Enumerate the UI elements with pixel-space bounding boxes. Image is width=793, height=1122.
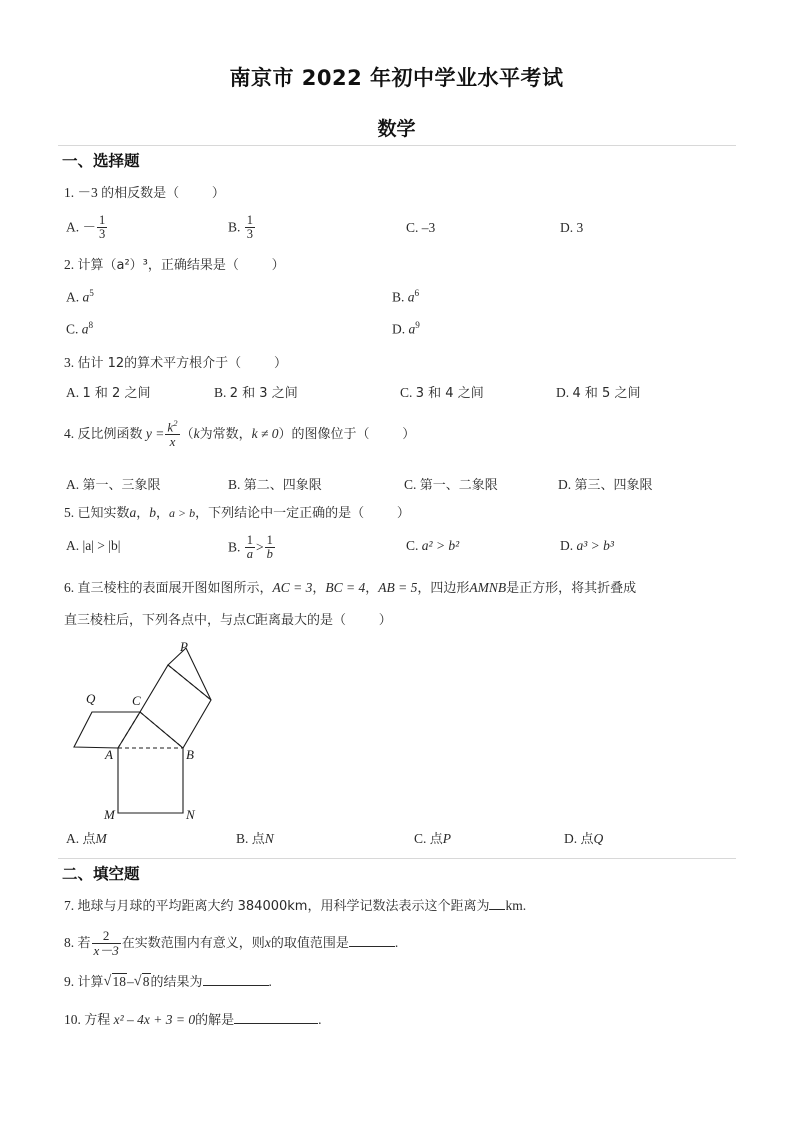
prism-net-svg [60, 635, 340, 830]
q4-option-d[interactable] [558, 474, 653, 493]
q9-period: . [268, 974, 272, 989]
q2-option-a-label: A. [66, 289, 80, 305]
q4-option-c-text: 第一、二象限 [419, 478, 498, 493]
question-6-stem-line1 [64, 578, 744, 599]
left-rectangle-qca [74, 712, 140, 748]
q1-option-a-sign: － [82, 219, 96, 235]
q5-option-b-relation: > [256, 539, 264, 555]
q6-length-bc: BC = 4 [325, 580, 366, 595]
q5-var-b: b [149, 505, 157, 520]
q6-option-b-point: N [264, 831, 274, 846]
question-1-stem [64, 183, 225, 204]
q6-option-a[interactable] [66, 828, 107, 847]
q1-option-a[interactable] [66, 215, 108, 242]
q4-option-a-label: A. [66, 477, 80, 492]
page-title: 南京市 2022 年初中学业水平考试 [229, 66, 564, 90]
q5-option-d-label: D. [560, 538, 574, 553]
question-2-stem [64, 255, 285, 276]
q8-fraction [92, 929, 121, 957]
q3-option-a-label: A. [66, 385, 80, 400]
question-9 [64, 972, 272, 993]
q6-option-a-prefix: 点 [82, 832, 96, 847]
q4-close-paren: ） [402, 426, 416, 442]
q3-option-d-text: 4 和 5 之间 [572, 386, 641, 401]
q10-text-2: 的解是 [195, 1013, 235, 1028]
q1-option-c-value: –3 [421, 220, 436, 235]
figure-label-q: Q [86, 691, 96, 706]
q1-option-d-label: D. [560, 220, 574, 235]
q6-sep-3: ，四边形 [417, 581, 470, 596]
q3-option-b[interactable] [214, 382, 298, 401]
q4-option-d-text: 第三、四象限 [574, 478, 653, 493]
q5-option-a[interactable] [66, 538, 120, 554]
q5-text-1: 已知实数 [77, 506, 130, 521]
q8-var-x: x [264, 935, 271, 951]
q2-option-b-exponent: 6 [414, 288, 420, 298]
q5-var-a: a [129, 505, 137, 520]
q10-text-1: 方程 [84, 1013, 111, 1028]
q2-option-a-exponent: 5 [89, 288, 94, 298]
q2-option-c-base: a [81, 321, 89, 337]
q6-option-c-point: P [442, 831, 452, 846]
q6-length-ab: AB = 5 [378, 580, 418, 595]
q7-text-2: km. [505, 898, 527, 913]
q2-option-c[interactable] [66, 320, 93, 338]
q6-length-ac: AC = 3 [272, 580, 313, 595]
q8-answer-blank[interactable] [349, 946, 395, 947]
q1-number: 1. [64, 185, 75, 200]
q6-quad-amnb: AMNB [469, 580, 507, 595]
q6-close-paren: ） [378, 613, 392, 628]
q5-option-a-label: A. [66, 538, 80, 553]
q5-number: 5. [64, 505, 75, 520]
q6-text-4: 距离最大的是（ [255, 613, 347, 628]
q1-option-d[interactable] [560, 220, 583, 236]
q5-close-paren: ） [396, 506, 410, 521]
question-7 [64, 896, 526, 917]
q5-option-b-fraction-1 [245, 534, 255, 561]
q4-text-2: （ [180, 426, 194, 442]
q4-formula-fraction [165, 419, 179, 449]
q4-option-b-text: 第二、四象限 [243, 478, 322, 493]
q1-text: 的相反数是（ [101, 186, 180, 201]
q4-formula-lhs: y = [145, 425, 165, 441]
q5-option-d[interactable] [560, 538, 614, 554]
q5-text-2: ，下列结论中一定正确的是（ [195, 506, 365, 521]
q6-option-c-prefix: 点 [429, 832, 443, 847]
q5-option-b-num1: 1 [246, 533, 254, 547]
square-amnb [118, 748, 183, 813]
q8-number: 8. [64, 935, 75, 951]
question-10 [64, 1010, 322, 1031]
q2-close-paren: ） [271, 258, 285, 273]
q5-option-b[interactable] [228, 535, 276, 562]
q5-option-c-label: C. [406, 538, 419, 553]
figure-label-n: N [186, 807, 195, 822]
q1-option-a-numerator: 1 [99, 213, 106, 227]
q6-number: 6. [64, 580, 75, 595]
q2-option-d-label: D. [392, 321, 406, 337]
q10-period: . [318, 1012, 322, 1027]
q5-option-b-den2: b [266, 547, 273, 562]
q9-radicand-2: 8 [142, 974, 150, 989]
q3-option-a[interactable] [66, 382, 150, 401]
q8-text-2: 在实数范围内有意义，则 [121, 936, 265, 952]
question-5-stem: 5. 已知实数a，b，a > b，下列结论中一定正确的是（ ） [64, 505, 410, 521]
question-6-stem-line2 [64, 610, 744, 631]
q2-option-a-base: a [82, 289, 90, 305]
q5-option-a-value: |a| > |b| [82, 538, 121, 553]
question-6-figure [60, 635, 340, 830]
figure-label-c: C [132, 693, 141, 708]
q1-value: －3 [77, 185, 98, 200]
q4-text-3: 为常数， [199, 426, 252, 442]
question-1-options [0, 215, 793, 245]
q6-sep-2: ， [365, 581, 379, 596]
q9-answer-blank[interactable] [203, 985, 269, 986]
q8-text-1: 若 [77, 936, 91, 952]
q3-option-b-label: B. [214, 385, 227, 400]
q3-option-c[interactable] [400, 382, 484, 401]
q2-option-c-exponent: 8 [88, 320, 94, 330]
q3-number: 3. [64, 355, 75, 370]
q5-option-b-den1: a [246, 547, 254, 562]
q4-option-c[interactable] [404, 474, 498, 493]
q6-option-c-label: C. [414, 831, 427, 846]
q1-option-d-value: 3 [576, 220, 584, 235]
q4-option-b-label: B. [228, 477, 241, 492]
question-3-stem [64, 353, 287, 374]
q1-option-b[interactable] [228, 215, 256, 242]
q6-text-1: 直三棱柱的表面展开图如图所示， [77, 581, 273, 596]
q8-text-3: 的取值范围是 [270, 936, 349, 952]
q4-number: 4. [64, 425, 75, 441]
q9-text-2: 的结果为 [150, 975, 203, 990]
q4-option-d-label: D. [558, 477, 572, 492]
q8-numerator: 2 [102, 928, 110, 943]
section-divider-fill [58, 858, 736, 859]
q2-option-d-base: a [408, 321, 416, 337]
q1-close-paren: ） [211, 186, 225, 201]
q1-option-b-denominator: 3 [246, 227, 254, 242]
q1-option-c-label: C. [406, 220, 419, 235]
q4-option-a-text: 第一、三象限 [82, 478, 161, 493]
figure-label-m: M [104, 807, 115, 822]
section-heading-fill: 二、填空题 [62, 865, 140, 883]
q2-option-b-base: a [407, 289, 415, 305]
q8-period: . [394, 935, 399, 951]
q5-option-b-fraction-2 [265, 534, 275, 561]
q4-text-1: 反比例函数 [77, 426, 143, 442]
q1-option-a-denominator: 3 [99, 227, 106, 242]
q6-option-d-point: Q [593, 831, 604, 846]
q9-radicand-1: 18 [112, 974, 127, 989]
q3-text: 估计 12的算术平方根介于（ [77, 356, 242, 371]
q5-option-b-num2: 1 [266, 533, 273, 547]
q10-equation: x² – 4x + 3 = 0 [113, 1012, 196, 1027]
q3-option-c-text: 3 和 4 之间 [415, 386, 484, 401]
q7-answer-blank[interactable] [489, 909, 505, 910]
q2-option-a[interactable] [66, 288, 94, 306]
q4-formula-denominator: x [165, 434, 179, 449]
q7-number: 7. [64, 898, 75, 913]
figure-label-b: B [186, 747, 194, 762]
q6-sep-1: ， [312, 581, 326, 596]
q6-option-b-prefix: 点 [251, 832, 265, 847]
q9-sqrt-2 [134, 972, 151, 993]
q10-answer-blank[interactable] [234, 1023, 318, 1024]
q6-option-d-label: D. [564, 831, 578, 846]
q4-formula-numerator: $k^2$ [167, 418, 178, 435]
q6-option-a-point: M [95, 831, 107, 846]
q6-option-c[interactable] [414, 828, 451, 847]
figure-label-a: A [105, 747, 113, 762]
q9-minus: – [127, 974, 134, 989]
q3-close-paren: ） [273, 356, 287, 371]
q7-text-1: 地球与月球的平均距离大约 384000km，用科学记数法表示这个距离为 [77, 899, 490, 914]
q9-text-1: 计算 [77, 975, 104, 990]
q2-option-b-label: B. [392, 289, 405, 305]
q1-option-b-numerator: 1 [246, 213, 254, 227]
q1-option-a-label: A. [66, 219, 80, 235]
q6-text-3: 直三棱柱后，下列各点中，与点 [64, 613, 247, 628]
q3-option-d-label: D. [556, 385, 570, 400]
q2-number: 2. [64, 257, 75, 272]
q4-condition-k: k ≠ 0 [251, 425, 279, 441]
q2-option-d-exponent: 9 [415, 320, 420, 330]
q1-option-c[interactable] [406, 220, 435, 236]
q6-option-b[interactable] [236, 828, 274, 847]
q5-option-d-value: a³ > b³ [576, 538, 614, 553]
q4-var-k: k [193, 425, 200, 441]
q6-option-d[interactable] [564, 828, 603, 847]
section-heading-choice: 一、选择题 [62, 152, 140, 170]
q2-text: 计算（a²）³，正确结果是（ [77, 258, 239, 273]
q4-option-a[interactable] [66, 474, 161, 493]
question-8 [64, 930, 398, 958]
section-divider-choice [58, 145, 736, 146]
q6-option-a-label: A. [66, 831, 80, 846]
q3-option-c-label: C. [400, 385, 413, 400]
q2-option-c-label: C. [66, 321, 79, 337]
q3-option-a-text: 1 和 2 之间 [82, 386, 151, 401]
triangle-flap-p [168, 648, 211, 700]
q5-condition: a > b [169, 506, 196, 520]
figure-label-p: P [180, 639, 188, 654]
q4-option-b[interactable] [228, 474, 322, 493]
q6-point-c: C [246, 612, 256, 627]
q4-option-c-label: C. [404, 477, 417, 492]
q1-option-b-label: B. [228, 219, 241, 235]
q2-option-d[interactable] [392, 320, 420, 338]
q6-text-2: 是正方形，将其折叠成 [506, 581, 637, 596]
q5-option-b-label: B. [228, 539, 241, 555]
q3-option-b-text: 2 和 3 之间 [229, 386, 298, 401]
q6-option-b-label: B. [236, 831, 249, 846]
q3-option-d[interactable] [556, 382, 640, 401]
q9-number: 9. [64, 974, 75, 989]
q2-option-b[interactable] [392, 288, 419, 306]
q5-option-c-value: a² > b² [421, 538, 460, 553]
page-subtitle: 数学 [377, 118, 416, 140]
q1-option-a-fraction [97, 214, 107, 241]
q8-denominator: x－3 [93, 942, 119, 958]
q6-option-d-prefix: 点 [580, 832, 594, 847]
question-4-stem [64, 420, 415, 450]
q4-text-4: ）的图像位于（ [278, 426, 370, 442]
q9-sqrt-1 [104, 972, 128, 993]
q5-option-c[interactable] [406, 538, 459, 554]
q10-number: 10. [64, 1012, 81, 1027]
q1-option-b-fraction [245, 214, 255, 241]
